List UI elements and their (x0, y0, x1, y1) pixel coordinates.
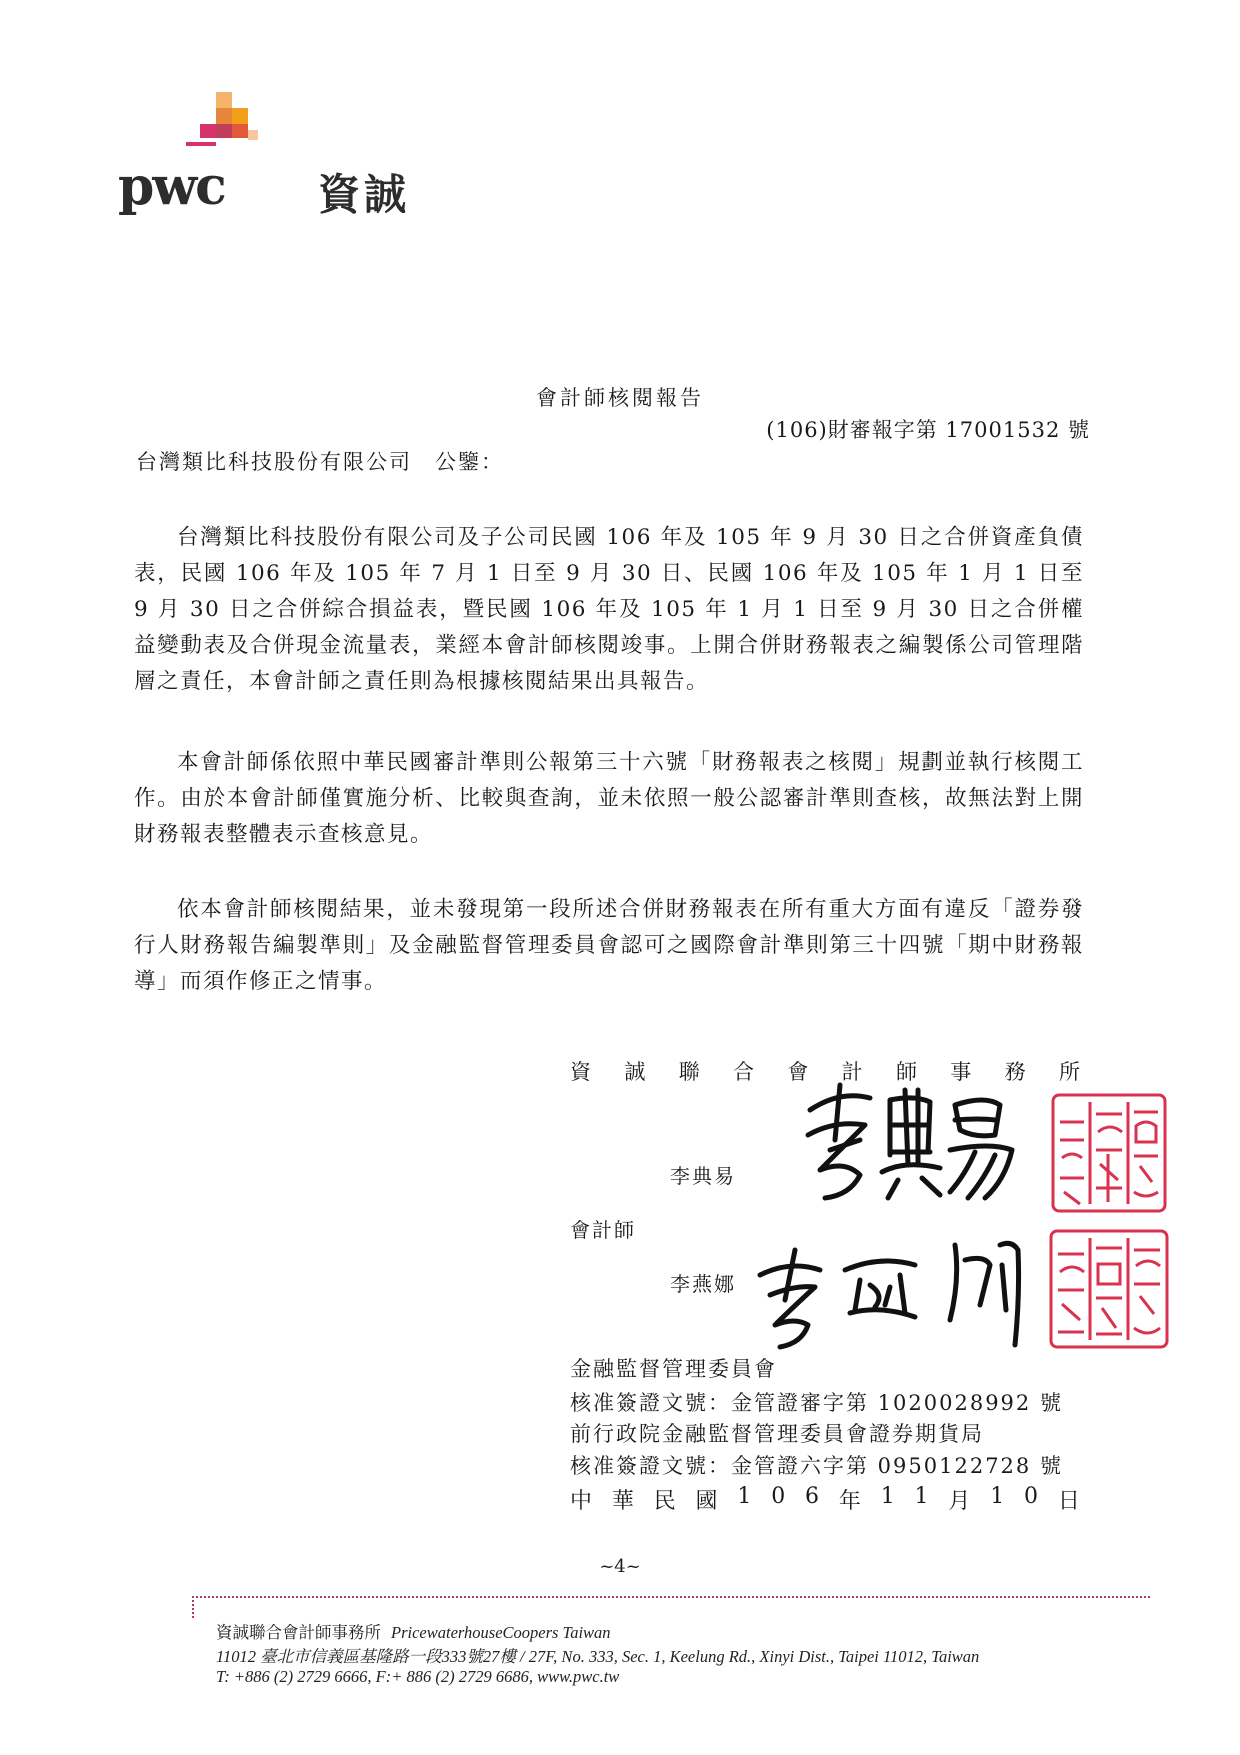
paragraph-1: 台灣類比科技股份有限公司及子公司民國 106 年及 105 年 9 月 30 日之合併資產負債表，民國 106 年及 105 年 7 月 1 日至 9 月 30 日、民國 106 年及 105 年 1 月 1 日至 9 月 30 日之合併綜合損益表，暨民國 106 年及 105 年 1 月 1 日至 9 月 30 日之合併權益變動表及合併現金流量表，業經本會計師核閱竣事。上開合併財務報表之編製係公司管理階層之責任，本會計師之責任則為根據核閱結果出具報告。 (134, 525, 1084, 694)
footer-divider (192, 1596, 1150, 1598)
pwc-logo-text: pwc (118, 156, 225, 217)
cpa-name-2: 李燕娜 (670, 1272, 736, 1296)
footer-contact: T: +886 (2) 2729 6666, F:+ 886 (2) 2729 6686, www.pwc.tw (216, 1667, 620, 1686)
page-number: ~4~ (599, 1556, 641, 1577)
report-reference-number: (106)財審報字第 17001532 號 (766, 418, 1090, 442)
handwritten-signature-2 (750, 1225, 1040, 1355)
pwc-logo-blocks (186, 92, 276, 152)
cpa-label: 會計師 (570, 1218, 636, 1242)
footer-firm (216, 1619, 611, 1643)
approval-number-1: 核准簽證文號：金管證審字第 1020028992 號 (570, 1391, 1063, 1415)
handwritten-signature-1 (790, 1080, 1020, 1210)
paragraph-3: 依本會計師核閱結果，並未發現第一段所述合併財務報表在所有重大方面有違反「證券發行人財務報告編製準則」及金融監督管理委員會認可之國際會計準則第三十四號「期中財務報導」而須作修正之情事。 (134, 897, 1084, 994)
footer-firm-cn: 資誠聯合會計師事務所 (216, 1623, 381, 1642)
approval-number-2: 核准簽證文號：金管證六字第 0950122728 號 (570, 1454, 1063, 1478)
regulator-name: 金融監督管理委員會 (570, 1357, 777, 1381)
cpa-name-1: 李典易 (670, 1164, 736, 1188)
cpa-seal-1 (1050, 1092, 1168, 1214)
addressee: 台灣類比科技股份有限公司 公鑒： (136, 450, 504, 474)
pwc-logo-chinese: 資誠 (318, 170, 411, 219)
report-title: 會計師核閱報告 (536, 386, 704, 410)
footer-address: 11012 臺北市信義區基隆路一段333號27樓 / 27F, No. 333, Sec. 1, Keelung Rd., Xinyi Dist., Taipei 11012, Taiwan (216, 1647, 980, 1666)
footer-divider-vertical (192, 1596, 194, 1618)
footer-firm-en: PricewaterhouseCoopers Taiwan (391, 1623, 611, 1642)
paragraph-2: 本會計師係依照中華民國審計準則公報第三十六號「財務報表之核閱」規劃並執行核閱工作。由於本會計師僅實施分析、比較與查詢，並未依照一般公認審計準則查核，故無法對上開財務報表整體表示查核意見。 (134, 750, 1084, 847)
firm-name: 資 誠 聯 合 會 計 師 事 務 所 (570, 1060, 1080, 1084)
former-regulator-name: 前行政院金融監督管理委員會證券期貨局 (570, 1422, 984, 1446)
report-date: 中 華 民 國 1 0 6 年 1 1 月 1 0 日 (570, 1484, 1080, 1514)
cpa-seal-2 (1048, 1228, 1170, 1350)
